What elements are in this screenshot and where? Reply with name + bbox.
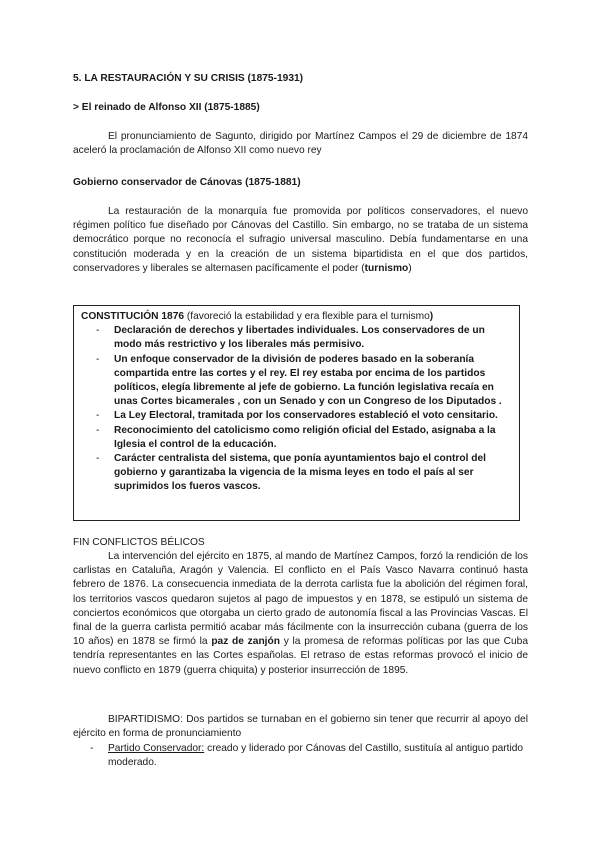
canovas-heading: Gobierno conservador de Cánovas (1875-1881) (73, 177, 301, 188)
list-item: - Reconocimiento del catolicismo como religión oficial del Estado, asignaba a la Iglesia el control de la educación. (80, 424, 513, 452)
list-item: - La Ley Electoral, tramitada por los conservadores estableció el voto censitario. (80, 409, 513, 423)
list-item: - Carácter centralista del sistema, que ponía ayuntamientos bajo el control del gobierno y garantizaba la vigencia de la misma leyes en todo el país al ser suprimidos los fueros vascos. (80, 452, 513, 495)
constitution-title-note: (favoreció la estabilidad y era flexible para el turnismo (184, 311, 430, 322)
conflicts-paragraph (73, 550, 528, 678)
conflicts-text-a: La intervención del ejército en 1875, al mando de Martínez Campos, forzó la rendición de los carlistas en Cataluña, Aragón y Valencia. El conflicto en el País Vasco Navarra continuó hasta febrero de 1876. La consecuencia inmediata de la derrota carlista fue la abolición del régimen foral, los territorios vascos quedaron sujetos al pago de impuestos y en 1878, se estipuló un sistema de conciertos económicos que otorgaba un cierto grado de autonomía fiscal a las Provincias Vascas. El final de la guerra carlista permitió acabar más fácilmente con la insurrección cubana (guerra de los 10 años) en 1878 se firmó la (73, 551, 528, 648)
conflicts-heading: FIN CONFLICTOS BÉLICOS (73, 537, 205, 548)
canovas-paragraph-end: ) (408, 262, 412, 274)
intro-paragraph: El pronunciamiento de Sagunto, dirigido por Martínez Campos el 29 de diciembre de 1874 aceleró la proclamación de Alfonso XII como nuevo rey (73, 131, 528, 157)
subsection-title: > El reinado de Alfonso XII (1875-1885) (73, 102, 260, 113)
bipartidismo-paragraph: BIPARTIDISMO: Dos partidos se turnaban en el gobierno sin tener que recurrir al apoyo del ejército en forma de pronunciamiento (73, 714, 528, 740)
constitution-title (81, 310, 513, 324)
canovas-paragraph (73, 205, 528, 276)
constitution-title-bold: CONSTITUCIÓN 1876 (81, 311, 185, 322)
section-title: 5. LA RESTAURACIÓN Y SU CRISIS (1875-1931) (73, 73, 304, 84)
list-item: - Un enfoque conservador de la división de poderes basado en la soberanía compartida entre las cortes y el rey. El rey estaba por encima de los partidos políticos, elegía libremente al jefe de gobierno. La función legislativa recaía en unas Cortes bicamerales , con un Senado y con un Congreso de los Diputados . (80, 353, 513, 410)
constitution-title-close: ) (429, 311, 434, 322)
list-item: - Declaración de derechos y libertades individuales. Los conservadores de un modo más restrictivo y los liberales más permisivo. (80, 324, 513, 352)
list-item (73, 742, 528, 770)
canovas-paragraph-text: La restauración de la monarquía fue promovida por políticos conservadores, el nuevo régimen político fue diseñado por Cánovas del Castillo. Sin embargo, no se trataba de un sistema democrático porque no reconocía el sufragio universal masculino. Debía fundamentarse en una constitución moderada y en la creación de un sistema bipartidista en el que dos partidos, conservadores y liberales se alternasen pacíficamente el poder ( (73, 206, 528, 274)
party-list (73, 742, 528, 770)
constitution-list (80, 324, 513, 494)
constitution-box (73, 305, 520, 521)
paz-zanjon-term: paz de zanjón (211, 636, 280, 648)
turnismo-term: turnismo (364, 262, 409, 274)
party-label: Partido Conservador: (108, 743, 205, 754)
conflicts-text-b: y la promesa de reformas políticas por las que Cuba tendría representantes en las Cortes españolas. El retraso de estas reformas provocó el inicio de nuevo conflicto en 1879 (guerra chiquita) y posterior insurrección de 1895. (73, 636, 529, 676)
party-text: creado y liderado por Cánovas del Castillo, sustituía al antiguo partido moderado. (108, 743, 524, 769)
